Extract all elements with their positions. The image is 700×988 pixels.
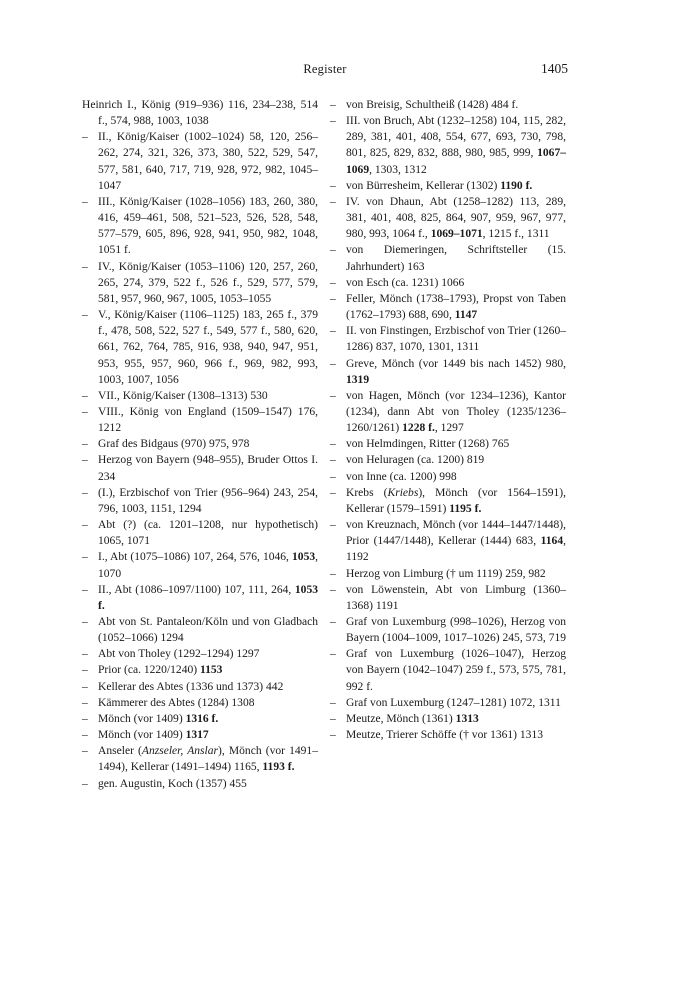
entry-text: Anseler ( — [98, 745, 142, 758]
entry-text: Meutze, Mönch (1361) — [346, 712, 456, 725]
entry-dash: – — [330, 325, 336, 338]
entry-text: ), Mönch (vor 1491–1494), Kellerar (1491–1494) 1165, — [98, 745, 318, 774]
index-entry — [330, 517, 566, 565]
entry-dash: – — [330, 486, 336, 499]
entry-dash: – — [82, 195, 88, 208]
entry-text: II., Abt (1086–1097/1100) 107, 111, 264, — [98, 583, 295, 596]
entry-dash: – — [330, 729, 336, 742]
running-title: Register — [303, 62, 347, 76]
entry-text: Abt (?) (ca. 1201–1208, nur hypothetisch) 1065, 1071 — [98, 519, 318, 548]
entry-text: von Hagen, Mönch (vor 1234–1236), Kantor (1234), dann Abt von Tholey (1235/1236–1260/1261) — [346, 389, 566, 435]
entry-page-ref: 1195 f. — [449, 502, 482, 515]
entry-dash: – — [330, 244, 336, 257]
entry-text: Meutze, Trierer Schöffe († vor 1361) 1313 — [346, 729, 544, 742]
entry-text: Krebs ( — [346, 486, 388, 499]
index-entry — [82, 711, 318, 727]
index-entry — [82, 436, 318, 452]
entry-dash: – — [82, 583, 88, 596]
index-entry — [330, 485, 566, 517]
index-entry — [330, 194, 566, 242]
entry-dash: – — [82, 260, 88, 273]
index-entry — [82, 662, 318, 678]
index-entry — [82, 388, 318, 404]
index-entry — [330, 436, 566, 452]
entry-page-ref: 1316 f. — [185, 712, 219, 725]
entry-text: Anzseler, Anslar — [141, 745, 219, 758]
index-entry — [330, 97, 566, 113]
entry-text: von Heluragen (ca. 1200) 819 — [346, 454, 485, 467]
entry-text: IV. von Dhaun, Abt (1258–1282) 113, 289, 381, 401, 408, 825, 864, 907, 959, 967, 977, 980, 993, 1064 f., — [346, 195, 566, 241]
entry-text: Herzog von Bayern (948–955), Bruder Ottos I. 234 — [98, 454, 318, 483]
entry-dash: – — [330, 616, 336, 628]
entry-text: III., König/Kaiser (1028–1056) 183, 260, 380, 416, 459–461, 508, 521–523, 526, 528, 548, 577–579, 605, 896, 928, 941, 950, 982, 1048, 1051 f. — [98, 195, 318, 257]
entry-text: von Inne (ca. 1200) 998 — [346, 470, 457, 483]
entry-dash: – — [82, 745, 88, 758]
index-column-right — [330, 97, 566, 743]
index-entry — [82, 727, 318, 743]
entry-dash: – — [82, 454, 88, 467]
entry-dash: – — [82, 648, 88, 661]
index-entry — [82, 404, 318, 436]
entry-dash: – — [82, 729, 88, 742]
entry-text: Graf von Luxemburg (998–1026), Herzog von Bayern (1004–1009, 1017–1026) 245, 573, 719 — [346, 616, 567, 645]
entry-text: , 1192 — [346, 535, 566, 564]
entry-text: Kämmerer des Abtes (1284) 1308 — [98, 696, 255, 709]
entry-page-ref: 1190 f. — [500, 179, 533, 192]
index-entry — [330, 242, 566, 274]
entry-dash: – — [330, 470, 336, 483]
entry-text: , 1297 — [434, 422, 464, 435]
entry-text: von Kreuznach, Mönch (vor 1444–1447/1448), Prior (1447/1448), Kellerar (1444) 683, — [346, 519, 566, 548]
entry-text: , 1215 f., 1311 — [482, 228, 550, 241]
entry-dash: – — [330, 99, 336, 111]
entry-text: V., König/Kaiser (1106–1125) 183, 265 f., 379 f., 478, 508, 522, 527 f., 549, 577 f., 580, 620, 661, 762, 764, 785, 916, 938, 940, 947, 951, 953, 955, 957, 960, 966 f., 969, 982, 993, 1003, 1007, 1056 — [98, 309, 318, 386]
index-entry — [82, 259, 318, 307]
entry-dash: – — [82, 309, 88, 322]
entry-page-ref: 1313 — [455, 712, 479, 725]
index-entry — [330, 113, 566, 178]
entry-page-ref: 1193 f. — [262, 761, 295, 774]
index-entry — [330, 291, 566, 323]
index-entry — [330, 323, 566, 355]
entry-page-ref: 1147 — [454, 309, 478, 322]
entry-text: VIII., König von England (1509–1547) 176, 1212 — [98, 405, 318, 435]
entry-dash: – — [82, 680, 88, 693]
entry-dash: – — [330, 696, 336, 709]
entry-dash: – — [82, 712, 88, 725]
entry-dash: – — [330, 195, 336, 208]
entry-text: II. von Finstingen, Erzbischof von Trier (1260–1286) 837, 1070, 1301, 1311 — [346, 325, 566, 354]
entry-dash: – — [330, 276, 336, 289]
index-entry — [330, 695, 566, 711]
index-entry — [330, 646, 566, 694]
entry-text: I., Abt (1075–1086) 107, 264, 576, 1046, — [98, 551, 293, 564]
entry-text: , 1303, 1312 — [369, 163, 427, 176]
entry-dash: – — [82, 696, 88, 709]
index-entry — [330, 727, 566, 743]
entry-text: (I.), Erzbischof von Trier (956–964) 243, 254, 796, 1003, 1151, 1294 — [98, 486, 318, 515]
index-entry — [82, 646, 318, 662]
index-entry — [82, 194, 318, 259]
page-header — [82, 62, 568, 80]
index-entry — [82, 452, 318, 484]
entry-dash: – — [330, 454, 336, 467]
entry-dash: – — [330, 583, 336, 596]
index-entry — [82, 129, 318, 194]
entry-dash: – — [82, 777, 88, 790]
entry-dash: – — [82, 664, 88, 677]
entry-page-ref: 1153 — [199, 664, 223, 677]
entry-dash: – — [82, 486, 88, 499]
index-entry — [82, 679, 318, 695]
index-entry — [82, 517, 318, 549]
entry-page-ref: 1319 — [346, 373, 370, 386]
index-entry — [82, 549, 318, 581]
entry-text: gen. Augustin, Koch (1357) 455 — [98, 777, 247, 790]
entry-text: III. von Bruch, Abt (1232–1258) 104, 115, 282, 289, 381, 401, 408, 554, 677, 693, 730, 798, 801, 825, 829, 832, 888, 980, 985, 999, — [346, 115, 566, 160]
entry-dash: – — [330, 567, 336, 580]
entry-dash: – — [330, 292, 336, 305]
index-entry — [82, 485, 318, 517]
entry-text: Prior (ca. 1220/1240) — [98, 664, 200, 677]
entry-dash: – — [330, 519, 336, 532]
entry-text: Greve, Mönch (vor 1449 bis nach 1452) 980, — [346, 357, 566, 370]
index-entry — [82, 614, 318, 646]
entry-text: von Löwenstein, Abt von Limburg (1360–1368) 1191 — [346, 583, 566, 612]
entry-text: Kriebs — [387, 486, 419, 499]
entry-text: Mönch (vor 1409) — [98, 729, 186, 742]
index-entry — [330, 452, 566, 468]
entry-dash: – — [330, 648, 336, 661]
entry-text: II., König/Kaiser (1002–1024) 58, 120, 256–262, 274, 321, 326, 373, 380, 522, 529, 547, 577, 581, 640, 717, 719, 928, 972, 982, 1045–1047 — [98, 131, 318, 192]
index-column-left — [82, 97, 318, 792]
entry-text: Abt von Tholey (1292–1294) 1297 — [98, 648, 260, 661]
entry-dash: – — [330, 357, 336, 370]
entry-dash: – — [330, 438, 336, 451]
entry-page-ref: 1164 — [540, 535, 564, 548]
index-entry — [330, 614, 566, 646]
entry-dash: – — [82, 551, 88, 564]
entry-page-ref: 1317 — [185, 729, 209, 742]
entry-text: von Esch (ca. 1231) 1066 — [346, 276, 465, 289]
entry-page-ref: 1053 — [292, 551, 316, 564]
entry-dash: – — [82, 131, 88, 144]
entry-text: Mönch (vor 1409) — [98, 712, 186, 725]
entry-dash: – — [82, 616, 88, 628]
entry-dash: – — [82, 519, 88, 532]
entry-text: ), Mönch (vor 1564–1591), Kellerar (1579–1591) — [346, 486, 566, 515]
entry-text: von Helmdingen, Ritter (1268) 765 — [346, 438, 510, 451]
entry-text: VII., König/Kaiser (1308–1313) 530 — [98, 389, 268, 402]
index-entry — [330, 388, 566, 436]
entry-text: von Breisig, Schultheiß (1428) 484 f. — [346, 99, 519, 111]
entry-page-ref: 1228 f. — [402, 422, 435, 435]
entry-text: von Diemeringen, Schriftsteller (15. Jahrhundert) 163 — [346, 244, 566, 273]
entry-dash: – — [82, 405, 88, 418]
entry-text: Abt von St. Pantaleon/Köln und von Gladbach (1052–1066) 1294 — [98, 616, 318, 645]
index-entry — [330, 356, 566, 388]
entry-text: Graf von Luxemburg (1247–1281) 1072, 1311 — [346, 696, 561, 709]
page-number: 1405 — [541, 61, 568, 76]
entry-dash: – — [330, 179, 336, 192]
entry-text: Graf von Luxemburg (1026–1047), Herzog von Bayern (1042–1047) 259 f., 573, 575, 781, 992 f. — [346, 648, 566, 693]
index-entry — [330, 275, 566, 291]
index-entry — [82, 307, 318, 388]
index-entry — [82, 97, 318, 129]
entry-text: Herzog von Limburg († um 1119) 259, 982 — [346, 567, 546, 580]
index-entry — [82, 695, 318, 711]
entry-text: , 1070 — [98, 551, 318, 580]
entry-text: IV., König/Kaiser (1053–1106) 120, 257, 260, 265, 274, 379, 522 f., 526 f., 529, 577, 579, 581, 957, 960, 967, 1005, 1053–1055 — [98, 260, 318, 305]
entry-dash: – — [330, 115, 336, 128]
entry-dash: – — [82, 438, 88, 451]
entry-text: Kellerar des Abtes (1336 und 1373) 442 — [98, 680, 284, 693]
entry-dash: – — [330, 712, 336, 725]
entry-page-ref: 1053 f. — [98, 583, 318, 612]
entry-dash: – — [330, 389, 336, 402]
entry-text: Graf des Bidgaus (970) 975, 978 — [98, 438, 250, 451]
index-entry — [330, 711, 566, 727]
index-entry — [330, 469, 566, 485]
index-entry — [82, 743, 318, 775]
entry-text: von Bürresheim, Kellerar (1302) — [346, 179, 501, 192]
index-entry — [82, 776, 318, 792]
index-entry — [330, 582, 566, 614]
index-entry — [330, 566, 566, 582]
entry-page-ref: 1069–1071 — [430, 228, 483, 241]
entry-page-ref: 1067–1069 — [346, 147, 566, 176]
index-entry — [82, 582, 318, 614]
entry-dash: – — [82, 389, 88, 402]
entry-text: Feller, Mönch (1738–1793), Propst von Taben (1762–1793) 688, 690, — [346, 292, 566, 322]
index-entry — [330, 178, 566, 194]
entry-text: Heinrich I., König (919–936) 116, 234–238, 514 f., 574, 988, 1003, 1038 — [82, 99, 318, 128]
